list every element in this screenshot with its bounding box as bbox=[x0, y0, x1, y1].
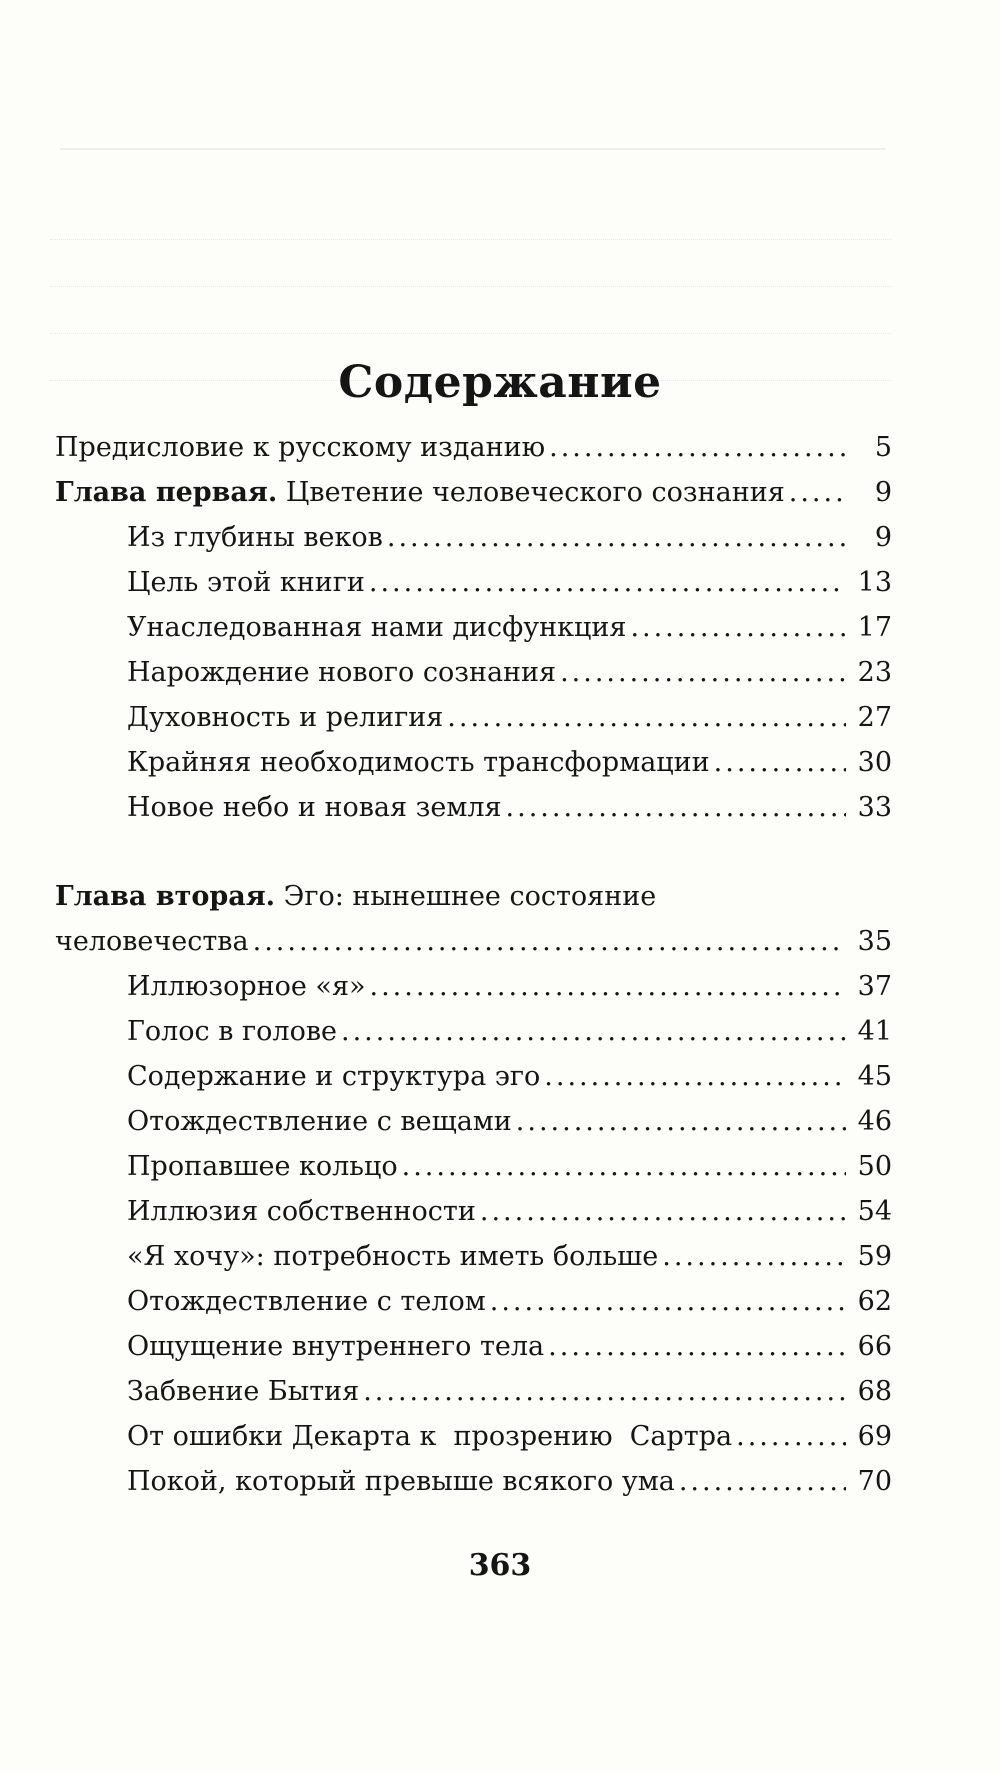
toc-entry-label: Содержание и структура эго bbox=[127, 1061, 541, 1092]
toc-entry-page: 35 bbox=[857, 926, 892, 957]
toc-entry[interactable] bbox=[55, 1466, 892, 1511]
toc-entry[interactable] bbox=[55, 657, 892, 702]
toc-entry-page: 46 bbox=[857, 1106, 892, 1137]
toc-entry-page: 62 bbox=[857, 1286, 892, 1317]
toc-chapter-2[interactable] bbox=[55, 881, 892, 926]
chapter-prefix: Глава вторая. bbox=[55, 881, 276, 912]
toc-entry-page: 30 bbox=[857, 747, 892, 778]
toc-entry-label: Пропавшее кольцо bbox=[127, 1151, 398, 1182]
toc-entry-page: 5 bbox=[874, 432, 892, 463]
toc-entry-page: 9 bbox=[874, 522, 892, 553]
leader-dots bbox=[363, 1376, 846, 1407]
toc-entry[interactable] bbox=[55, 1421, 892, 1466]
toc-chapter-2-continued[interactable] bbox=[55, 926, 892, 971]
leader-dots bbox=[253, 926, 846, 957]
toc-entry[interactable] bbox=[55, 522, 892, 567]
toc-entry-page: 17 bbox=[857, 612, 892, 643]
toc-entry-label: Цель этой книги bbox=[127, 567, 365, 598]
toc-chapter-1[interactable] bbox=[55, 477, 892, 522]
chapter-prefix: Глава первая. bbox=[55, 477, 278, 508]
leader-dots bbox=[548, 1331, 846, 1362]
toc-entry-page: 45 bbox=[857, 1061, 892, 1092]
section-gap bbox=[55, 837, 892, 881]
leader-dots bbox=[714, 747, 846, 778]
page-title: Содержание bbox=[338, 357, 662, 409]
toc-entry-label: Голос в голове bbox=[127, 1016, 338, 1047]
leader-dots bbox=[560, 657, 846, 688]
leader-dots bbox=[370, 971, 846, 1002]
leader-dots bbox=[480, 1196, 846, 1227]
toc-entry-page: 50 bbox=[857, 1151, 892, 1182]
toc-entry[interactable] bbox=[55, 1016, 892, 1061]
toc-entry[interactable] bbox=[55, 1241, 892, 1286]
toc-entry[interactable] bbox=[55, 971, 892, 1016]
chapter-title: Эго: нынешнее состояние bbox=[283, 881, 657, 912]
toc-entry-label: Новое небо и новая земля bbox=[127, 792, 502, 823]
toc-entry-label bbox=[55, 477, 785, 508]
toc-entry[interactable] bbox=[55, 1061, 892, 1106]
toc-entry-page: 41 bbox=[857, 1016, 892, 1047]
table-of-contents bbox=[55, 432, 892, 1511]
toc-entry-label: Унаследованная нами дисфункция bbox=[127, 612, 627, 643]
toc-entry-page: 69 bbox=[857, 1421, 892, 1452]
toc-entry-label: Из глубины веков bbox=[127, 522, 383, 553]
leader-dots bbox=[402, 1151, 846, 1182]
leader-dots bbox=[369, 567, 846, 598]
bleed-through-lines bbox=[50, 195, 892, 383]
toc-entry-page: 59 bbox=[857, 1241, 892, 1272]
toc-entry[interactable] bbox=[55, 1106, 892, 1151]
chapter-title-continued: человечества bbox=[55, 926, 249, 957]
toc-entry-label: Ощущение внутреннего тела bbox=[127, 1331, 545, 1362]
toc-entry-page: 66 bbox=[857, 1331, 892, 1362]
toc-entry-label: Духовность и религия bbox=[127, 702, 444, 733]
leader-dots bbox=[447, 702, 846, 733]
toc-entry-label: Иллюзия собственности bbox=[127, 1196, 476, 1227]
toc-entry[interactable] bbox=[55, 792, 892, 837]
toc-entry[interactable] bbox=[55, 702, 892, 747]
toc-entry[interactable] bbox=[55, 612, 892, 657]
toc-entry[interactable] bbox=[55, 1151, 892, 1196]
toc-entry-label: Нарождение нового сознания bbox=[127, 657, 557, 688]
toc-entry-page: 33 bbox=[857, 792, 892, 823]
leader-dots bbox=[630, 612, 846, 643]
toc-entry-page: 27 bbox=[857, 702, 892, 733]
toc-entry-page: 54 bbox=[857, 1196, 892, 1227]
toc-entry-page: 37 bbox=[857, 971, 892, 1002]
toc-entry-label: Предисловие к русскому изданию bbox=[55, 432, 546, 463]
leader-dots bbox=[341, 1016, 846, 1047]
toc-entry-label: Отождествление с вещами bbox=[127, 1106, 512, 1137]
toc-entry-label: От ошибки Декарта к прозрению Сартра bbox=[127, 1421, 733, 1452]
toc-entry-label: Забвение Бытия bbox=[127, 1376, 360, 1407]
leader-dots bbox=[662, 1241, 846, 1272]
page-number: 363 bbox=[468, 1548, 532, 1583]
toc-entry-page: 70 bbox=[857, 1466, 892, 1497]
leader-dots bbox=[490, 1286, 846, 1317]
toc-entry-page: 23 bbox=[857, 657, 892, 688]
toc-entry-label: Иллюзорное «я» bbox=[127, 971, 366, 1002]
toc-entry-page: 9 bbox=[874, 477, 892, 508]
toc-entry-label: Крайняя необходимость трансформации bbox=[127, 747, 710, 778]
bleed-through-rule bbox=[60, 148, 885, 150]
chapter-title: Цветение человеческого сознания bbox=[285, 477, 785, 508]
leader-dots bbox=[736, 1421, 846, 1452]
leader-dots bbox=[679, 1466, 846, 1497]
toc-entry[interactable] bbox=[55, 1196, 892, 1241]
toc-entry[interactable] bbox=[55, 567, 892, 612]
toc-entry[interactable] bbox=[55, 1331, 892, 1376]
toc-entry-label: «Я хочу»: потребность иметь больше bbox=[127, 1241, 659, 1272]
toc-entry-preface[interactable] bbox=[55, 432, 892, 477]
toc-entry-page: 13 bbox=[857, 567, 892, 598]
toc-entry-label: Покой, который превыше всякого ума bbox=[127, 1466, 675, 1497]
leader-dots bbox=[544, 1061, 846, 1092]
leader-dots bbox=[789, 477, 846, 508]
leader-dots bbox=[506, 792, 846, 823]
leader-dots bbox=[549, 432, 846, 463]
toc-entry[interactable] bbox=[55, 747, 892, 792]
toc-entry-label: Отождествление с телом bbox=[127, 1286, 486, 1317]
leader-dots bbox=[516, 1106, 846, 1137]
toc-entry-label bbox=[55, 881, 656, 912]
toc-entry-page: 68 bbox=[857, 1376, 892, 1407]
toc-entry[interactable] bbox=[55, 1286, 892, 1331]
toc-entry[interactable] bbox=[55, 1376, 892, 1421]
leader-dots bbox=[387, 522, 846, 553]
